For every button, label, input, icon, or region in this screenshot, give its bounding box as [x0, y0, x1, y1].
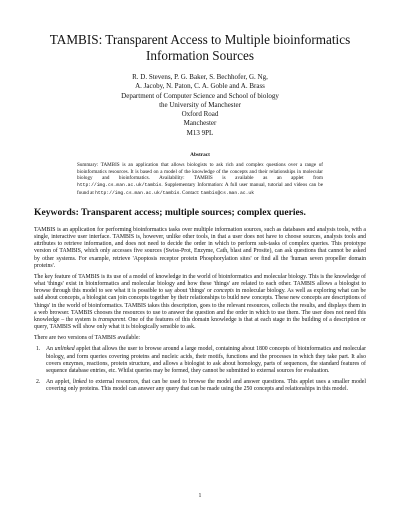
paragraph-intro: TAMBIS is an application for performing bioinformatics tasks over multiple information sources, such as databases and analysis tools, with a single, interactive user interface. TAMBIS is, however, unlike other tools, in that a user does not have to choose sources, analysis tools and attributes to retrieve information, and does not need to decide the order in which to perform sub-tasks of complex queries. This prototype version of TAMBIS, which only accesses five sources (Swiss-Prot, Enzyme, Cath, blast and Prosite), can ask questions that cannot be asked by other systems. For example, retrieve 'Apoptosis receptor protein Phosphorylation sites' or find all the 'human seven propeller domain proteins'. [34, 227, 366, 269]
affiliation-department: Department of Computer Science and School of biology [121, 91, 279, 100]
contact-email-link[interactable]: tambis@cs.man.ac.uk [200, 190, 255, 196]
abstract-supplementary: . Supplementary Information: A full user manual, tutorial and videos can be found at [77, 182, 323, 196]
abstract-contact-label: . Contact: [179, 189, 201, 196]
body-text [34, 227, 366, 397]
paragraph-versions-intro: There are two versions of TAMBIS available: [34, 335, 140, 342]
key-feature-part-3: . One of the features of this domain knowledge is that at each stage in the building of a description or query, TAMBIS will show only what it is biologically sensible to ask. [34, 316, 366, 331]
list-item-number: 1. [36, 346, 41, 353]
paragraph-key-feature [34, 274, 366, 331]
author-names-line-1: R. D. Stevens, P. G. Baker, S. Bechhofer, G. Ng, [132, 73, 268, 81]
page-number: 1 [198, 493, 202, 499]
manual-url-link[interactable]: http://img.cs.man.ac.uk/tambis [95, 190, 180, 196]
author-names-line-2: A. Jacoby, N. Paton, C. A. Goble and A. Brass [135, 82, 265, 91]
applet-url-link[interactable]: http://img.cs.man.ac.uk/tambis [77, 183, 162, 189]
versions-list [34, 346, 366, 393]
abstract-heading: Abstract [190, 152, 210, 158]
keywords-heading: Keywords: Transparent access; multiple sources; complex queries. [34, 207, 306, 218]
concepts-emphasis: concepts [213, 288, 234, 295]
key-feature-part-1: The key feature of TAMBIS is its use of a model of knowledge in the world of bioinformatics and molecular biology. This is the knowledge of what 'things' exist in bioinformatics and molecular biology and how these 'things' are related to each other. TAMBIS allows a biologist to browse through this model to see what it is possible to say about 'things' or [34, 273, 366, 295]
abstract-summary: Summary: TAMBIS is an application that allows biologists to ask rich and complex questions over a range of bioinformatics resources. It is based on a model of the knowledge of the concepts and their relationships in molecular biology and bioinformatics. Availability: TAMBIS is available as an applet from [77, 162, 323, 182]
list-item-text: applet that allows the user to browse around a large model, containing about 1800 concepts of bioinformatics and molecular biology, and form queries covering proteins and nucleic acids, their motifs, functions and the processes in which they take part. It also covers enzymes, reactions, protein structure, and allows a biologist to ask about homology, parts of sequences, the standard features of sequence database entries, etc. Whilst queries may be formed, they cannot be submitted to external sources for evaluation. [46, 346, 366, 374]
list-item-prefix: An applet, [46, 378, 73, 385]
list-item-prefix: An [46, 346, 55, 353]
list-item-emphasis: unlinked [54, 346, 75, 353]
key-feature-part-2: in molecular biology. As well as exploring what can be said about concepts, a biologist can join concepts together by their relationships to build new concepts. These new concepts are descriptions of 'things' in the world of bioinformatics. TAMBIS takes this description, goes to the relevant resources, collects the results, and displays them in a web browser. TAMBIS chooses the resources to use to answer the question and the order in which to use them. The user does not need this knowledge – the system is [34, 288, 366, 323]
title-line-1: TAMBIS: Transparent Access to Multiple bioinformatics [49, 32, 351, 47]
affiliation-postcode: M13 9PL [186, 128, 214, 137]
author-block [0, 73, 400, 138]
list-item-number: 2. [36, 378, 41, 385]
list-item-emphasis: linked [72, 378, 87, 385]
list-item [34, 379, 366, 393]
paper-title [0, 32, 400, 63]
abstract-text [77, 162, 323, 198]
title-line-2: Information Sources [145, 47, 255, 63]
affiliation-university: the University of Manchester [159, 100, 241, 109]
transparent-emphasis: transparent [98, 316, 126, 323]
affiliation-street: Oxford Road [181, 110, 219, 119]
affiliation-city: Manchester [183, 119, 217, 128]
list-item [34, 346, 366, 375]
list-item-text: to external resources, that can be used to browse the model and answer questions. This applet uses a smaller model covering only proteins. This model can answer any query that can be made using the 250 concepts and relationships in this model. [46, 378, 366, 393]
